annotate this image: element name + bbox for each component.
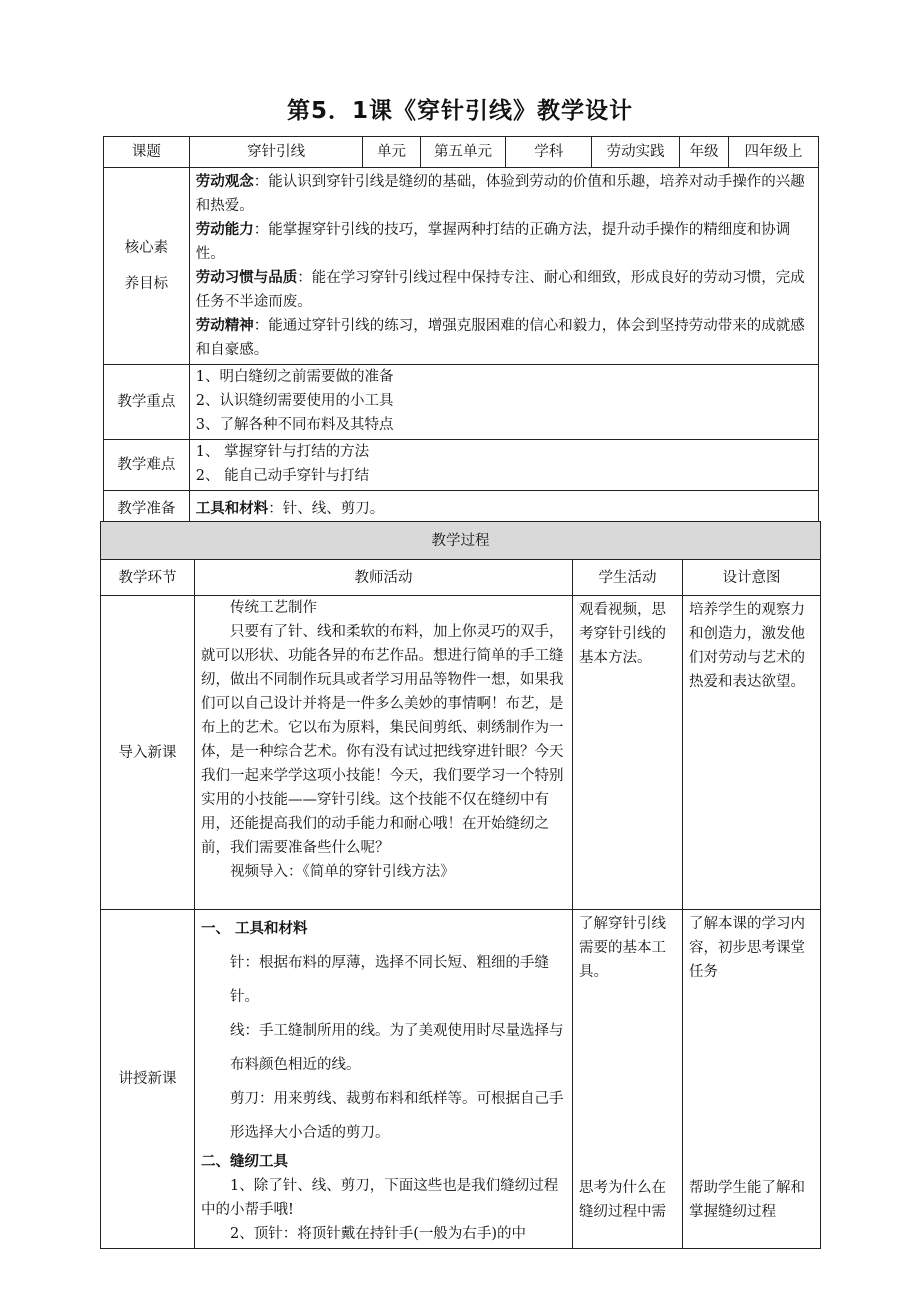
goals-label-line1: 核心素 [124,240,169,256]
intro-row [101,596,821,910]
key-point-item: 2、认识缝纫需要使用的小工具 [195,393,394,409]
process-header-row [101,522,821,560]
intro-stage: 导入新课 [101,596,195,910]
difficulties-row [104,440,819,491]
difficulties-content [189,440,818,491]
col-teacher: 教师活动 [195,560,573,596]
key-points-content [189,365,818,440]
goal-item [196,266,812,314]
lesson-intent-2: 帮助学生能了解和掌握缝纫过程 [689,1180,805,1220]
key-points-label: 教学重点 [104,365,190,440]
unit-label: 单元 [363,137,420,168]
lesson-p1: 1、除了针、线、剪刀，下面这些也是我们缝纫过程中的小帮手哦! [201,1178,559,1218]
col-student: 学生活动 [573,560,683,596]
key-points-row [104,365,819,440]
prep-label: 教学准备 [104,491,190,527]
intro-teacher [195,596,573,910]
col-stage: 教学环节 [101,560,195,596]
lesson-p2: 2、顶针：将顶针戴在持针手(一般为右手)的中 [230,1226,527,1242]
goal-head: 劳动习惯与品质 [195,269,298,286]
process-columns-row [101,560,821,596]
goal-text: ：能掌握穿针引线的技巧，掌握两种打结的正确方法，提升动手操作的精细度和协调性。 [195,222,791,262]
difficulties-label: 教学难点 [104,440,190,491]
lesson-scissors: 剪刀：用来剪线、裁剪布料和纸样等。可根据自己手形选择大小合适的剪刀。 [230,1091,564,1141]
intro-teacher-title: 传统工艺制作 [230,600,317,616]
lesson-intent-1: 了解本课的学习内容，初步思考课堂任务 [689,916,805,980]
goal-text: ：能在学习穿针引线过程中保持专注、耐心和细致，形成良好的劳动习惯，完成任务不半途而废。 [195,270,805,310]
intro-intent: 培养学生的观察力和创造力，激发他们对劳动与艺术的热爱和表达欲望。 [683,596,821,910]
process-table [100,521,821,1249]
lesson-intent [683,910,821,1249]
difficulty-item: 2、 能自己动手穿针与打结 [195,468,370,484]
col-intent: 设计意图 [683,560,821,596]
goal-head: 劳动能力 [195,221,254,238]
info-table [103,136,819,527]
grade-value: 四年级上 [729,137,819,168]
topic-label: 课题 [104,137,190,168]
goals-row [104,168,819,365]
unit-value: 第五单元 [420,137,506,168]
lesson-section2: 二、缝纫工具 [201,1153,288,1170]
goals-label [104,168,190,365]
grade-label: 年级 [680,137,729,168]
goal-item [196,218,812,266]
lesson-student [573,910,683,1249]
goals-label-line2: 养目标 [124,276,169,292]
goal-text: ：能通过穿针引线的练习，增强克服困难的信心和毅力，体会到坚持劳动带来的成就感和自豪感。 [195,318,805,358]
subject-label: 学科 [506,137,592,168]
difficulty-item: 1、 掌握穿针与打结的方法 [195,444,370,460]
lesson-stage: 讲授新课 [101,910,195,1249]
lesson-thread: 线：手工缝制所用的线。为了美观使用时尽量选择与布料颜色相近的线。 [230,1023,564,1073]
intro-student: 观看视频，思考穿针引线的基本方法。 [573,596,683,910]
process-header: 教学过程 [101,522,821,560]
goal-head: 劳动精神 [195,317,254,334]
intro-teacher-video: 视频导入：《简单的穿针引线方法》 [230,864,455,880]
lesson-section1: 一、 工具和材料 [201,920,308,937]
lesson-student-1: 了解穿针引线需要的基本工具。 [579,916,666,980]
lesson-student-2: 思考为什么在缝纫过程中需 [579,1180,666,1220]
lesson-teacher [195,910,573,1249]
info-row [104,137,819,168]
goals-content [189,168,818,365]
subject-value: 劳动实践 [592,137,680,168]
key-point-item: 3、了解各种不同布料及其特点 [195,417,394,433]
lesson-row [101,910,821,1249]
lesson-needle: 针：根据布料的厚薄，选择不同长短、粗细的手缝针。 [230,955,549,1005]
goal-head: 劳动观念 [195,173,254,190]
prep-text: ：针、线、剪刀。 [268,500,385,517]
topic-value: 穿针引线 [189,137,363,168]
key-point-item: 1、明白缝纫之前需要做的准备 [195,369,394,385]
goal-text: ：能认识到穿针引线是缝纫的基础，体验到劳动的价值和乐趣，培养对动手操作的兴趣和热爱。 [195,174,805,214]
goal-item [196,314,812,362]
goal-item [196,170,812,218]
page-title: 第5．1课《穿针引线》教学设计 [286,98,633,124]
prep-head: 工具和材料 [195,499,269,517]
intro-teacher-body: 只要有了针、线和柔软的布料，加上你灵巧的双手，就可以形状、功能各异的布艺作品。想进行简单的手工缝纫，做出不同制作玩具或者学习用品等物件一想，如果我们可以自己设计并将是一件多么美妙的事情啊！布艺，是布上的艺术。它以布为原料，集民间剪纸、刺绣制作为一体，是一种综合艺术。你有没有试过把线穿进针眼？今天我们一起来学学这项小技能！今天，我们要学习一个特别实用的小技能——穿针引线。这个技能不仅在缝纫中有用，还能提高我们的动手能力和耐心哦！在开始缝纫之前，我们需要准备些什么呢？ [201,624,564,856]
